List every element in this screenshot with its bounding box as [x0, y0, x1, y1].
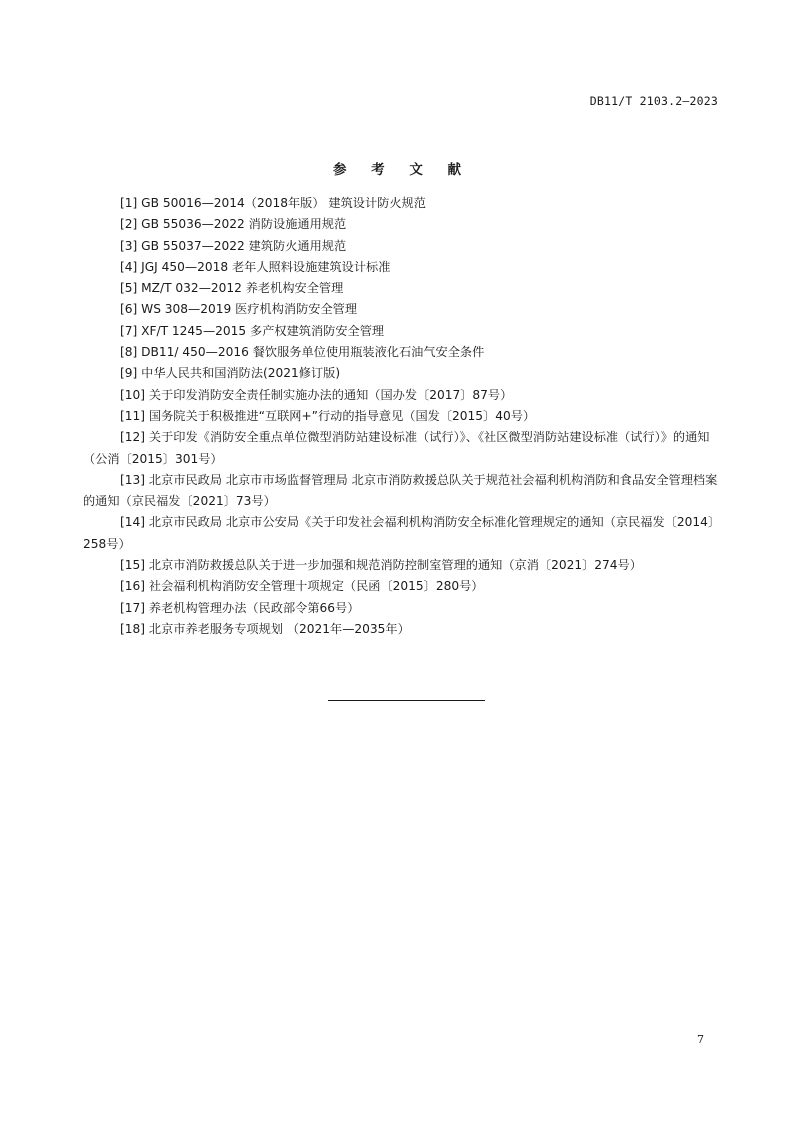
- reference-item: [15] 北京市消防救援总队关于进一步加强和规范消防控制室管理的通知（京消〔2021〕274号）: [120, 558, 642, 573]
- reference-item: [3] GB 55037—2022 建筑防火通用规范: [120, 238, 347, 253]
- reference-item: [14] 北京市民政局 北京市公安局《关于印发社会福利机构消防安全标准化管理规定的通知（京民福发〔2014〕258号）: [83, 515, 721, 551]
- reference-item: [1] GB 50016—2014（2018年版） 建筑设计防火规范: [120, 196, 426, 210]
- reference-item: [13] 北京市民政局 北京市市场监督管理局 北京市消防救援总队关于规范社会福利机构消防和食品安全管理档案的通知（京民福发〔2021〕73号）: [83, 472, 718, 509]
- reference-item: [5] MZ/T 032—2012 养老机构安全管理: [120, 281, 344, 296]
- reference-item: [8] DB11/ 450—2016 餐饮服务单位使用瓶装液化石油气安全条件: [120, 345, 485, 360]
- section-title: 参 考 文 献: [332, 162, 472, 178]
- reference-item: [4] JGJ 450—2018 老年人照料设施建筑设计标准: [120, 259, 391, 274]
- reference-item: [9] 中华人民共和国消防法(2021修订版): [120, 366, 341, 381]
- reference-item: [17] 养老机构管理办法（民政部令第66号）: [120, 600, 360, 615]
- document-code: DB11/T 2103.2—2023: [589, 94, 718, 108]
- reference-item: [11] 国务院关于积极推进“互联网+”行动的指导意见（国发〔2015〕40号）: [120, 408, 536, 423]
- page-number: 7: [697, 1033, 704, 1046]
- reference-item: [6] WS 308—2019 医疗机构消防安全管理: [120, 302, 358, 317]
- reference-item: [7] XF/T 1245—2015 多产权建筑消防安全管理: [120, 323, 385, 338]
- reference-item: [16] 社会福利机构消防安全管理十项规定（民函〔2015〕280号）: [120, 579, 484, 594]
- reference-item: [18] 北京市养老服务专项规划 （2021年—2035年）: [120, 621, 410, 636]
- end-rule: [328, 700, 485, 701]
- reference-list: [83, 193, 724, 640]
- reference-item: [10] 关于印发消防安全责任制实施办法的通知（国办发〔2017〕87号）: [120, 387, 513, 402]
- reference-item: [2] GB 55036—2022 消防设施通用规范: [120, 217, 347, 232]
- reference-item: [12] 关于印发《消防安全重点单位微型消防站建设标准（试行）》、《社区微型消防站建设标准（试行）》的通知（公消〔2015〕301号）: [83, 430, 710, 466]
